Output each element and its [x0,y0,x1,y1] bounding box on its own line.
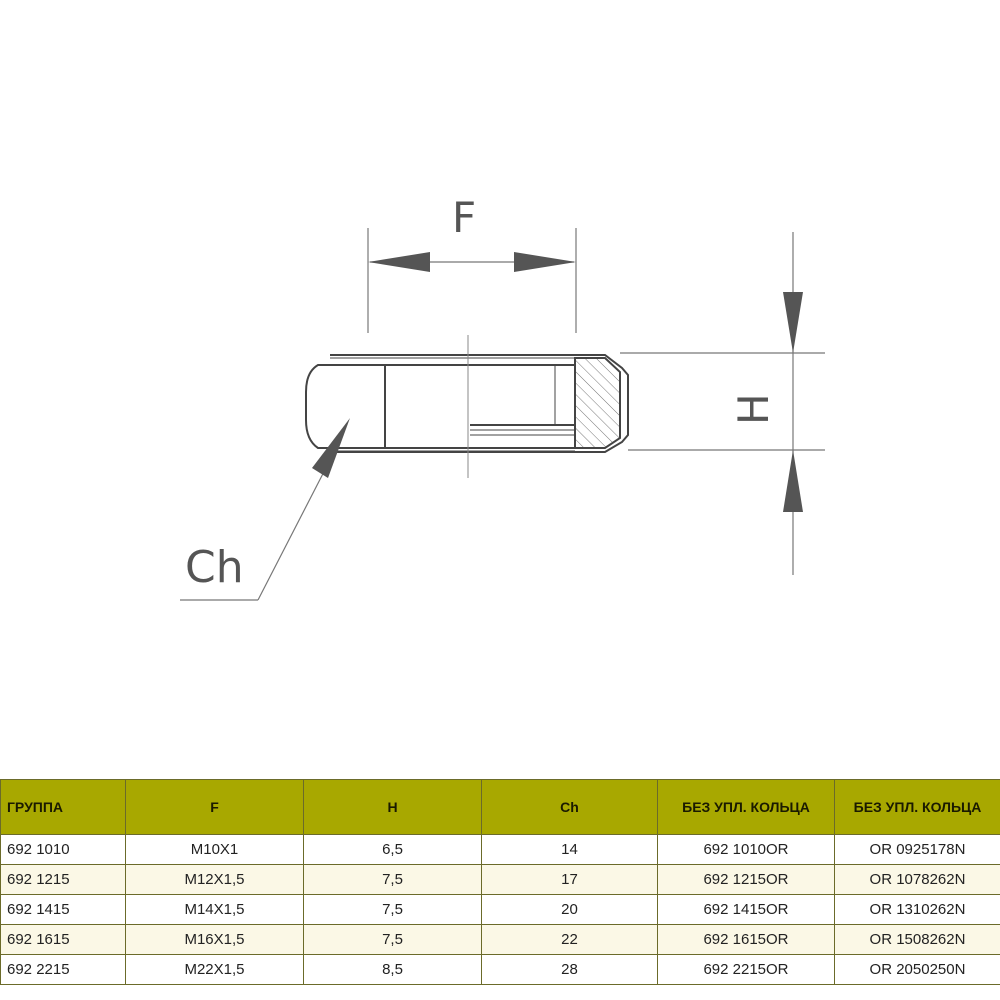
dimension-arrow-icon [783,292,803,353]
dimension-arrow-icon [514,252,576,272]
cell-ch: 22 [482,925,658,955]
cell-h: 8,5 [304,955,482,985]
cell-group: 692 1415 [1,895,126,925]
cell-ring: OR 1310262N [835,895,1000,925]
label-h: H [729,393,778,425]
label-f: F [452,193,477,242]
cell-ch: 20 [482,895,658,925]
col-header-without-ring: БЕЗ УПЛ. КОЛЬЦА [658,780,835,835]
cell-ch: 17 [482,865,658,895]
col-header-without-ring-2: БЕЗ УПЛ. КОЛЬЦА [835,780,1000,835]
cell-code: 692 1010OR [658,835,835,865]
hex-nut-section-icon [306,355,628,452]
cell-code: 692 1415OR [658,895,835,925]
label-ch: Ch [185,542,244,593]
col-header-ch: Ch [482,780,658,835]
table-row [1,955,1000,985]
cell-h: 7,5 [304,865,482,895]
cell-h: 7,5 [304,925,482,955]
cell-f: M14X1,5 [126,895,304,925]
dimension-h [620,232,825,575]
cell-code: 692 1215OR [658,865,835,895]
cell-f: M22X1,5 [126,955,304,985]
cell-ch: 14 [482,835,658,865]
col-header-h: H [304,780,482,835]
cell-h: 6,5 [304,835,482,865]
cell-f: M10X1 [126,835,304,865]
cell-f: M12X1,5 [126,865,304,895]
cell-ring: OR 1508262N [835,925,1000,955]
cell-f: M16X1,5 [126,925,304,955]
cell-ring: OR 0925178N [835,835,1000,865]
cell-group: 692 1615 [1,925,126,955]
cell-ring: OR 2050250N [835,955,1000,985]
cell-h: 7,5 [304,895,482,925]
table-row [1,895,1000,925]
dimension-f [368,228,576,333]
table-header-row [1,780,1000,835]
cell-group: 692 2215 [1,955,126,985]
table-row [1,835,1000,865]
cell-ring: OR 1078262N [835,865,1000,895]
cell-code: 692 1615OR [658,925,835,955]
cell-ch: 28 [482,955,658,985]
table-row [1,925,1000,955]
dimension-arrow-icon [368,252,430,272]
spec-table [0,779,1000,985]
cell-code: 692 2215OR [658,955,835,985]
table-row [1,865,1000,895]
col-header-group: ГРУППА [1,780,126,835]
cell-group: 692 1010 [1,835,126,865]
cell-group: 692 1215 [1,865,126,895]
dimension-arrow-icon [783,450,803,512]
col-header-f: F [126,780,304,835]
